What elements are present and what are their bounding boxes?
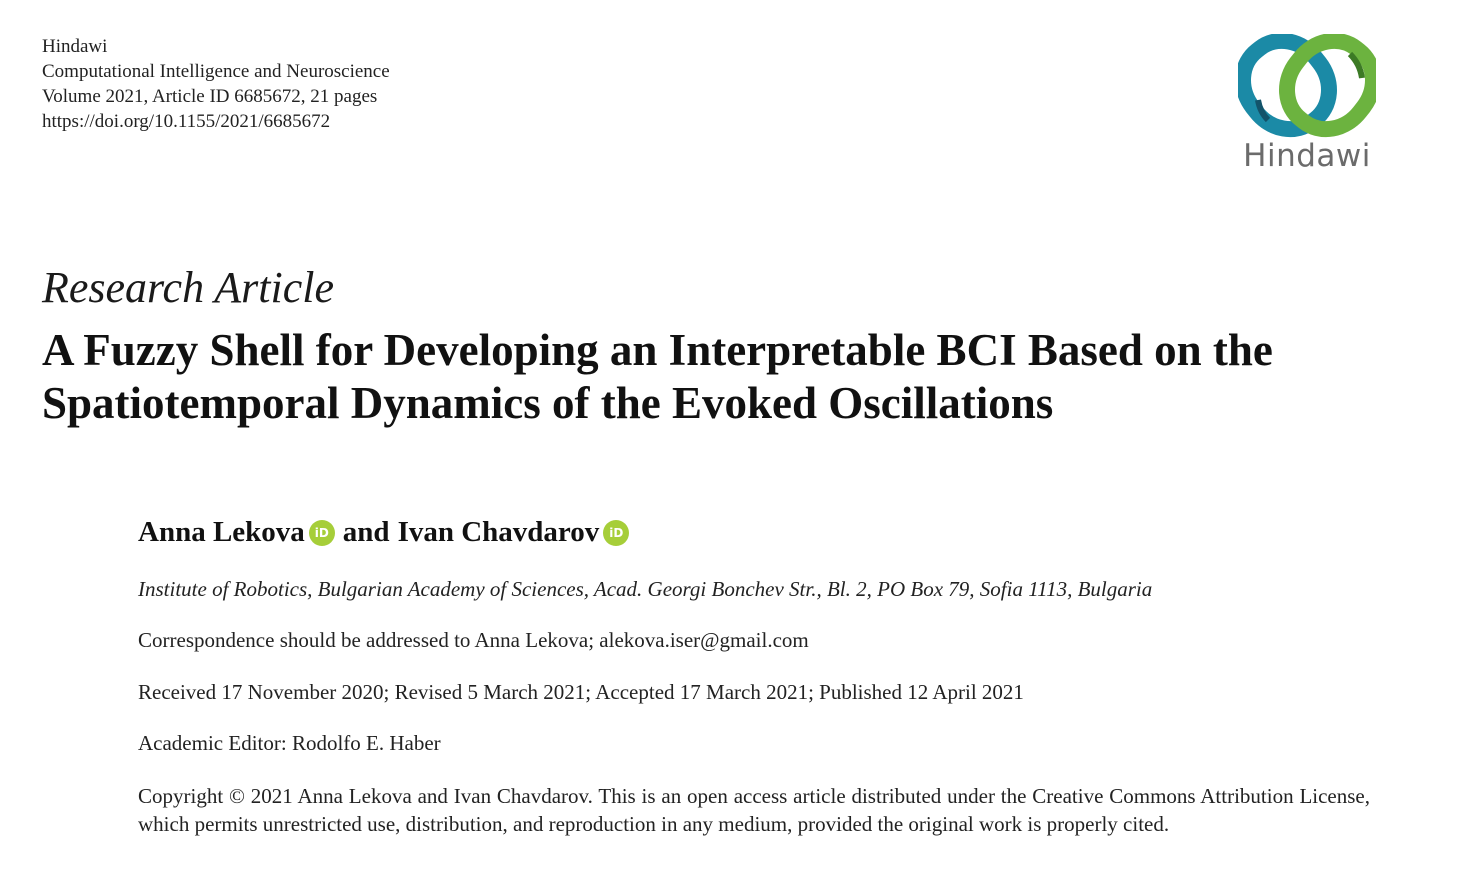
journal-header xyxy=(42,34,390,134)
correspondence: Correspondence should be addressed to Anna Lekova; alekova.iser@gmail.com xyxy=(138,628,809,652)
volume-info: Volume 2021, Article ID 6685672, 21 pages xyxy=(42,86,378,107)
academic-editor: Academic Editor: Rodolfo E. Haber xyxy=(138,731,441,755)
article-title xyxy=(42,324,1412,430)
logo-wordmark: Hindawi xyxy=(1243,138,1371,174)
author-name[interactable]: Ivan Chavdarov xyxy=(397,516,600,548)
title-line-2: Spatiotemporal Dynamics of the Evoked Oscillations xyxy=(42,378,1054,428)
journal-name: Computational Intelligence and Neuroscience xyxy=(42,61,390,82)
hindawi-rings-icon xyxy=(1238,34,1376,138)
doi-link[interactable]: https://doi.org/10.1155/2021/6685672 xyxy=(42,111,331,132)
orcid-icon[interactable]: iD xyxy=(603,520,629,546)
title-line-1: A Fuzzy Shell for Developing an Interpretable BCI Based on the xyxy=(42,325,1273,375)
hindawi-logo xyxy=(1234,34,1380,178)
publication-dates: Received 17 November 2020; Revised 5 March 2021; Accepted 17 March 2021; Published 12 April 2021 xyxy=(138,680,1024,704)
orcid-icon[interactable]: iD xyxy=(309,520,335,546)
author-conjunction: and xyxy=(342,516,390,548)
article-type: Research Article xyxy=(42,263,335,312)
author-name[interactable]: Anna Lekova xyxy=(138,516,305,548)
publisher-name: Hindawi xyxy=(42,36,108,57)
copyright-notice: Copyright © 2021 Anna Lekova and Ivan Chavdarov. This is an open access article distributed under the Creative Commons Attribution License, which permits unrestricted use, distribution, and reproduction in any medium, provided the original work is properly cited. xyxy=(138,784,1370,836)
affiliation: Institute of Robotics, Bulgarian Academy of Sciences, Acad. Georgi Bonchev Str., Bl. 2, PO Box 79, Sofia 1113, Bulgaria xyxy=(138,577,1153,601)
author-list xyxy=(138,516,637,549)
